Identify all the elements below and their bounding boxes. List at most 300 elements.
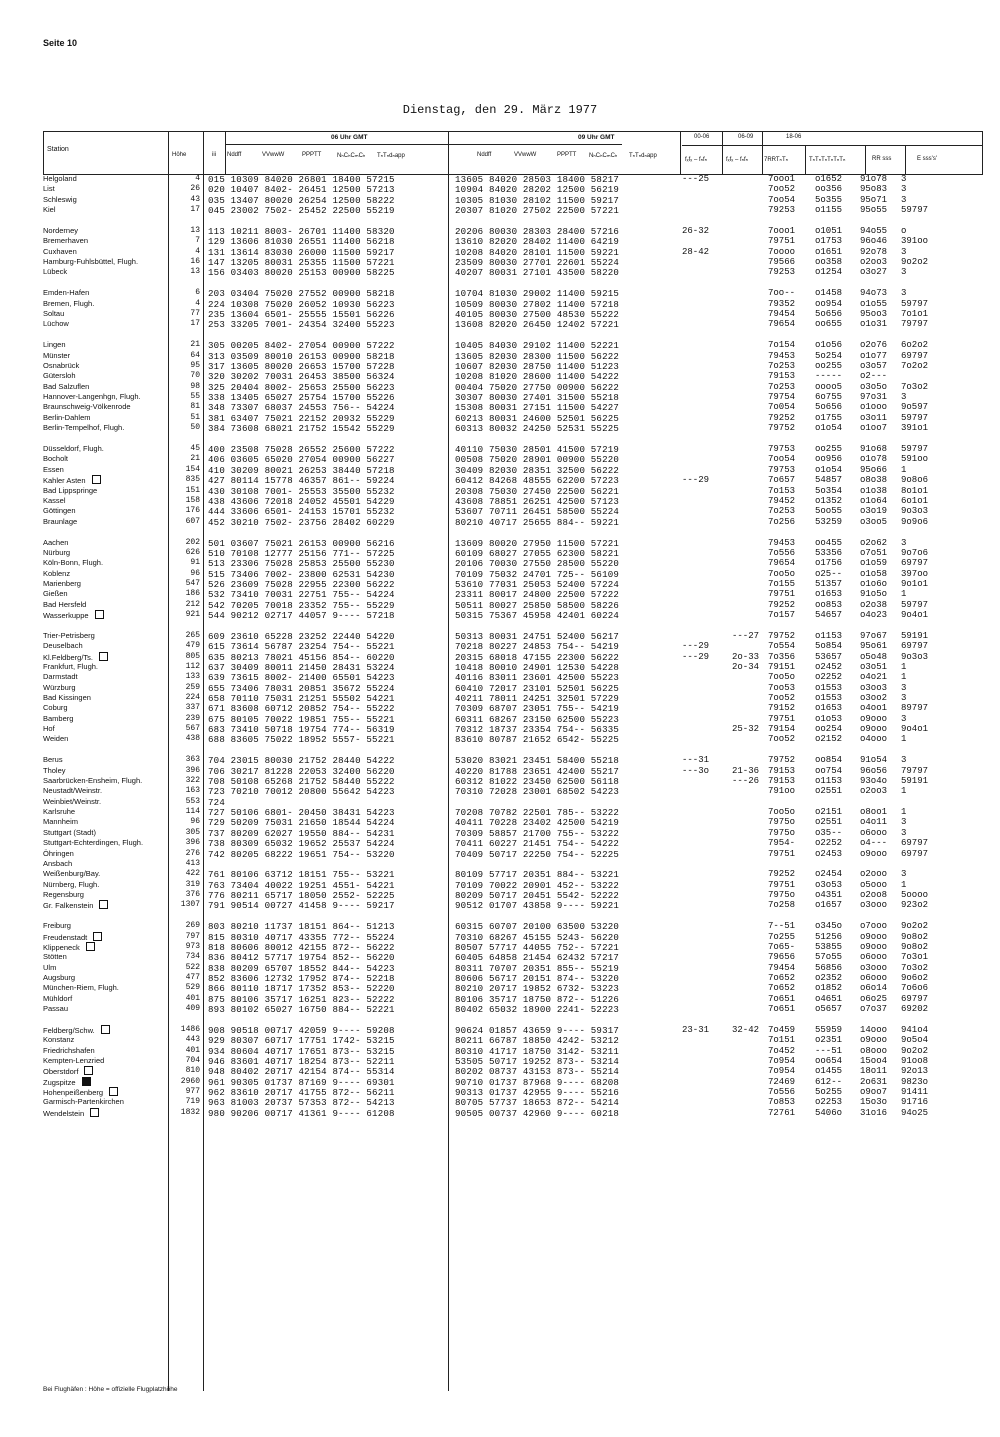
station-name: Bamberg — [43, 713, 74, 723]
col-divider-b — [762, 131, 763, 175]
obs-06-gmt: 803 80210 11737 18151 864-- 51213 — [208, 921, 395, 933]
station-name: Konstanz — [43, 1035, 75, 1045]
station-name: Köln-Bonn, Flugh. — [43, 558, 104, 568]
value-rr: 96o56 — [860, 765, 888, 776]
station-height: 77 — [190, 309, 200, 319]
obs-09-gmt: 90505 00737 42960 9---- 60218 — [455, 1107, 620, 1119]
value-18-06: 79753 — [768, 464, 796, 475]
station-name: Weißenburg/Bay. — [43, 869, 101, 879]
obs-06-gmt: 544 90212 02717 44057 9---- 57218 — [208, 609, 395, 621]
value-snow: 91411 — [901, 1087, 929, 1098]
value-temp-min: o1155 — [815, 205, 843, 216]
value-rr: o2o38 — [860, 599, 888, 610]
station-height: 21 — [190, 340, 200, 350]
station-name: Karlsruhe — [43, 807, 76, 817]
value-temp-min: 51357 — [815, 578, 843, 589]
obs-09-gmt: 20106 70030 27550 28500 55220 — [455, 558, 620, 570]
header-hoehe: Höhe — [172, 152, 187, 158]
value-snow: 3 — [901, 869, 907, 880]
obs-06-gmt: 948 80402 20717 42154 874-- 55314 — [208, 1066, 395, 1078]
value-snow: 69797 — [901, 993, 929, 1004]
station-height: 835 — [185, 475, 200, 485]
station-height: 973 — [185, 941, 200, 951]
obs-06-gmt: 510 70108 12777 25156 771-- 57225 — [208, 547, 395, 559]
value-18-06: 7o657 — [768, 475, 796, 486]
value-snow: 3 — [901, 288, 907, 299]
value-18-06: 7oo-- — [768, 288, 796, 299]
value-rr: o2oo3 — [860, 257, 888, 268]
value-temp-min: o1o54 — [815, 464, 843, 475]
col-divider-iii — [225, 131, 226, 175]
value-snow: 69797 — [901, 558, 929, 569]
station-height: 70 — [190, 371, 200, 381]
value-temp-min: oo455 — [815, 537, 843, 548]
value-snow: 69797 — [901, 838, 929, 849]
obs-09-gmt: 80402 65032 18900 2241- 52223 — [455, 1004, 620, 1015]
value-18-06: 7oooo — [768, 246, 796, 257]
station-name: Gießen — [43, 589, 68, 599]
obs-09-gmt: 10305 81030 28102 11500 59217 — [455, 194, 620, 206]
obs-09-gmt: 90624 01857 43659 9---- 59317 — [455, 1024, 620, 1036]
obs-06-gmt: 963 81003 20737 57353 872-- 54213 — [208, 1097, 395, 1109]
value-snow: 9o597 — [901, 402, 929, 413]
obs-06-gmt: 348 73307 68037 24553 756-- 54224 — [208, 402, 395, 414]
station-height: 43 — [190, 194, 200, 204]
value-snow: 3 — [901, 174, 907, 184]
value-18-06: 7o155 — [768, 578, 796, 589]
value-temp-min: o2551 — [815, 817, 843, 828]
station-name: Cuxhaven — [43, 246, 77, 256]
value-rr: 95o61 — [860, 641, 888, 652]
value-temp-min: o2454 — [815, 869, 843, 880]
station-height: 422 — [185, 869, 200, 879]
value-18-06: 79654 — [768, 319, 796, 330]
station-name: Gütersloh — [43, 371, 76, 381]
obs-09-gmt: 80202 08737 43153 873-- 55214 — [455, 1066, 620, 1078]
value-18-06: 7o154 — [768, 340, 796, 351]
value-snow: 3 — [901, 827, 907, 838]
value-18-06: 79454 — [768, 309, 796, 320]
value-00-06: ---29 — [682, 651, 710, 662]
station-height: 719 — [185, 1097, 200, 1107]
value-06-09: ---26 — [732, 776, 760, 787]
station-height: 810 — [185, 1066, 200, 1076]
obs-09-gmt: 23311 80017 24800 22500 57222 — [455, 589, 620, 601]
value-rr: o1o58 — [860, 568, 888, 579]
value-18-06: 7o255 — [768, 931, 796, 942]
obs-06-gmt: 866 80110 18717 17352 853-- 52220 — [208, 983, 395, 995]
obs-06-gmt: 683 73410 50718 19754 774-- 56319 — [208, 724, 395, 736]
obs-09-gmt: 50315 75367 45958 42401 60224 — [455, 609, 620, 621]
value-rr: o4--- — [860, 838, 888, 849]
open-square-icon — [99, 900, 108, 909]
station-name: Bad Kissingen — [43, 693, 91, 702]
value-18-06: 79751 — [768, 713, 796, 724]
header-sub-0609: fₓfₓ – fₙfₙ — [726, 157, 749, 163]
value-rr: o1o6o — [860, 578, 888, 589]
value-rr: o6o25 — [860, 993, 888, 1004]
station-name: Nürnberg, Flugh. — [43, 879, 100, 889]
obs-09-gmt: 40411 70228 23402 42500 54219 — [455, 817, 620, 829]
value-temp-min: oo853 — [815, 599, 843, 610]
obs-06-gmt: 147 13205 80031 25355 11500 57221 — [208, 257, 395, 269]
value-snow: 3 — [901, 537, 907, 548]
station-name: Trier-Petrisberg — [43, 630, 95, 640]
station-height: 626 — [185, 547, 200, 557]
value-18-06: 7oo5o — [768, 672, 796, 683]
header-sub-rr: RR sss — [872, 156, 892, 162]
station-height: 26 — [190, 184, 200, 194]
value-rr: 31o16 — [860, 1107, 888, 1118]
obs-09-gmt: 70309 58857 21700 755-- 53222 — [455, 827, 620, 839]
obs-09-gmt: 70312 18737 23354 754-- 56335 — [455, 724, 620, 736]
value-rr: o6o14 — [860, 983, 888, 994]
value-18-06: 7975o — [768, 827, 796, 838]
obs-06-gmt: 317 13605 80020 26653 15700 57228 — [208, 361, 395, 373]
obs-06-gmt: 313 03509 80010 26153 00900 58218 — [208, 350, 395, 362]
obs-06-gmt: 438 43606 72018 24052 45501 54229 — [208, 495, 395, 507]
header-09-col3: PPPTT — [557, 152, 577, 158]
obs-06-gmt: 501 03607 75021 26153 00900 56216 — [208, 537, 395, 549]
station-height: 50 — [190, 423, 200, 433]
station-height: 401 — [185, 993, 200, 1003]
obs-06-gmt: 934 80604 40717 17651 873-- 53215 — [208, 1045, 395, 1057]
value-18-06: 79352 — [768, 298, 796, 309]
value-18-06: 79153 — [768, 371, 796, 382]
value-snow: 591oo — [901, 454, 929, 465]
value-temp-min: o1o53 — [815, 713, 843, 724]
obs-09-gmt: 10405 84030 29102 11400 52221 — [455, 340, 620, 352]
value-18-06: 79751 — [768, 848, 796, 859]
station-height: 13 — [190, 267, 200, 277]
station-name: Freiburg — [43, 921, 71, 931]
station-height: 114 — [185, 807, 200, 817]
header-sub-e: E sss's' — [917, 156, 937, 162]
obs-06-gmt: 305 00205 8402- 27054 00900 57222 — [208, 340, 395, 352]
station-name: Münster — [43, 350, 71, 360]
station-name: Hof — [43, 724, 55, 734]
value-00-06: ---25 — [682, 174, 710, 184]
open-square-icon — [93, 932, 102, 941]
value-18-06: 7o253 — [768, 506, 796, 517]
value-18-06: 79252 — [768, 412, 796, 423]
value-snow: 91716 — [901, 1097, 929, 1108]
open-square-icon — [99, 652, 108, 661]
value-snow: 9o8o2 — [901, 931, 929, 942]
value-snow: 7o6o6 — [901, 983, 929, 994]
value-snow: 1 — [901, 672, 907, 683]
value-rr: o2o76 — [860, 340, 888, 351]
value-temp-min: 57o55 — [815, 952, 843, 963]
value-18-06: 7975o — [768, 889, 796, 900]
value-06-09: ---27 — [732, 630, 760, 641]
obs-06-gmt: 427 80114 15778 46357 861-- 59224 — [208, 475, 395, 487]
value-18-06: 7o651 — [768, 993, 796, 1004]
station-height: 396 — [185, 765, 200, 775]
station-height: 734 — [185, 952, 200, 962]
value-snow: o — [901, 226, 907, 236]
obs-09-gmt: 90512 01707 43858 9---- 59221 — [455, 900, 620, 912]
value-snow: 3 — [901, 184, 907, 195]
value-snow: 9o4o1 — [901, 609, 929, 620]
station-height: 17 — [190, 205, 200, 215]
header-sub-1806: 7RRTₙTₙ — [764, 157, 789, 163]
value-18-06: 7oo52 — [768, 734, 796, 745]
station-name: Düsseldorf, Flugh. — [43, 444, 104, 454]
obs-06-gmt: 156 03403 80020 25153 00900 58225 — [208, 267, 395, 279]
header-0006: 00-06 — [694, 134, 710, 140]
value-18-06: 79453 — [768, 537, 796, 548]
station-name: Hannover-Langenhgn, Flugh. — [43, 392, 141, 402]
obs-06-gmt: 706 30217 81228 22053 32400 56220 — [208, 765, 395, 777]
header-09-col4: NₕCₕCₘCₕ — [589, 153, 618, 159]
obs-06-gmt: 893 80102 65027 16750 884-- 52221 — [208, 1004, 395, 1015]
station-height: 91 — [190, 558, 200, 568]
station-name: Hamburg-Fuhlsbüttel, Flugh. — [43, 257, 139, 267]
value-rr: o4ooo — [860, 734, 888, 745]
station-name: Gr. Falkenstein — [43, 900, 208, 910]
station-height: 401 — [185, 1045, 200, 1055]
value-temp-min: o1051 — [815, 226, 843, 236]
value-snow: 1 — [901, 464, 907, 475]
value-rr: o3o51 — [860, 661, 888, 672]
obs-06-gmt: 615 73614 56787 23254 754-- 55221 — [208, 641, 395, 653]
filled-square-icon — [82, 1077, 91, 1086]
open-square-icon — [86, 942, 95, 951]
station-name: Hohenpeißenberg — [43, 1087, 208, 1097]
obs-09-gmt: 80705 57737 18653 872-- 54214 — [455, 1097, 620, 1109]
value-rr: 93o4o — [860, 776, 888, 787]
station-name: Soltau — [43, 309, 65, 319]
value-rr: 95o55 — [860, 205, 888, 216]
value-rr: 15oo4 — [860, 1056, 888, 1066]
value-rr: o6ooo — [860, 952, 888, 963]
col-divider-c — [805, 145, 806, 175]
obs-06-gmt: 129 13606 81030 26551 11400 56218 — [208, 236, 395, 248]
station-name: Passau — [43, 1004, 69, 1013]
obs-09-gmt: 00404 75020 27750 00900 56222 — [455, 381, 620, 393]
obs-09-gmt: 10418 80010 24901 12530 54228 — [455, 661, 620, 673]
station-height: 477 — [185, 972, 200, 982]
value-temp-min: 5o656 — [815, 309, 843, 320]
value-temp-min: 5o254 — [815, 350, 843, 361]
station-height: 4 — [195, 174, 200, 183]
obs-06-gmt: 980 90206 00717 41361 9---- 61208 — [208, 1107, 395, 1119]
value-rr: o3o57 — [860, 361, 888, 372]
station-height: 1832 — [180, 1107, 200, 1117]
value-06-09: 2o-33 — [732, 651, 760, 662]
value-snow: 91oo8 — [901, 1056, 929, 1066]
obs-06-gmt: 325 20404 8002- 25653 25500 56223 — [208, 381, 395, 393]
station-height: 704 — [185, 1056, 200, 1065]
header-06-col4: NₕCₕCₘCₕ — [337, 153, 366, 159]
obs-06-gmt: 637 30409 80011 21450 28431 53224 — [208, 661, 395, 673]
value-rr: o1o55 — [860, 298, 888, 309]
value-snow: 391o1 — [901, 423, 929, 434]
obs-09-gmt: 80109 57717 20351 884-- 53221 — [455, 869, 620, 881]
value-snow: 59797 — [901, 205, 929, 216]
value-temp-min: o2152 — [815, 734, 843, 745]
value-snow: 3 — [901, 682, 907, 693]
station-name: Nürburg — [43, 547, 71, 557]
obs-09-gmt: 53505 50717 19252 873-- 53214 — [455, 1056, 620, 1067]
station-height: 202 — [185, 537, 200, 547]
obs-09-gmt: 80210 20717 19852 6732- 53223 — [455, 983, 620, 995]
value-temp-min: 53259 — [815, 516, 843, 527]
value-18-06: 7oo5o — [768, 568, 796, 579]
header-06-col2: VVwwW — [262, 152, 285, 158]
value-18-06: 7oo54 — [768, 194, 796, 205]
station-height: 112 — [185, 661, 200, 671]
value-18-06: 7o853 — [768, 1097, 796, 1108]
value-00-06: 23-31 — [682, 1024, 710, 1035]
station-name: Bad Salzuflen — [43, 381, 90, 391]
value-rr: 95o71 — [860, 194, 888, 205]
station-height: 269 — [185, 921, 200, 931]
obs-09-gmt: 70218 80227 24853 754-- 54219 — [455, 641, 620, 653]
obs-06-gmt: 688 83605 75022 18952 5557- 55221 — [208, 734, 395, 746]
value-snow: 9o1o1 — [901, 578, 929, 589]
obs-06-gmt: 020 10407 8402- 26451 12500 57213 — [208, 184, 395, 196]
value-temp-min: oo854 — [815, 755, 843, 766]
value-rr: 95oo3 — [860, 309, 888, 320]
station-height: 186 — [185, 589, 200, 599]
obs-06-gmt: 708 50108 65268 21752 58440 55222 — [208, 776, 395, 788]
value-snow: 1 — [901, 807, 907, 818]
value-rr: o6ooo — [860, 827, 888, 838]
value-temp-min: 53356 — [815, 547, 843, 558]
value-snow: 92o13 — [901, 1066, 929, 1077]
value-temp-min: 5o255 — [815, 1087, 843, 1098]
value-18-06: 7o153 — [768, 485, 796, 496]
header-iii: iii — [212, 152, 216, 158]
value-18-06: 7o452 — [768, 1045, 796, 1056]
value-rr: o3oo5 — [860, 516, 888, 527]
obs-09-gmt: 23509 80030 27701 22601 55224 — [455, 257, 620, 269]
value-snow: 7o2o2 — [901, 361, 929, 372]
value-temp-min: o2151 — [815, 807, 843, 818]
station-height: 479 — [185, 641, 200, 651]
station-height: 13 — [190, 226, 200, 235]
open-square-icon — [109, 1087, 118, 1096]
obs-06-gmt: 513 23306 75028 25853 25500 55230 — [208, 558, 395, 570]
obs-06-gmt: 961 90305 01737 87169 9---- 69301 — [208, 1076, 395, 1088]
obs-06-gmt: 724 — [208, 796, 225, 808]
header-group-06: 06 Uhr GMT — [331, 134, 368, 141]
station-name: Mühldorf — [43, 993, 73, 1003]
value-temp-min: 54657 — [815, 609, 843, 620]
value-temp-min: o1455 — [815, 1066, 843, 1077]
station-height: 376 — [185, 889, 200, 899]
value-rr: o8o38 — [860, 475, 888, 486]
value-temp-min: o5657 — [815, 1004, 843, 1014]
value-rr: 18o11 — [860, 1066, 888, 1077]
value-temp-min: 612-- — [815, 1076, 843, 1087]
obs-09-gmt: 13605 82030 28300 11500 56222 — [455, 350, 620, 362]
station-height: 96 — [190, 568, 200, 578]
value-temp-min: o1653 — [815, 703, 843, 714]
obs-09-gmt: 10704 81030 29002 11400 59215 — [455, 288, 620, 300]
value-temp-min: o1755 — [815, 412, 843, 423]
station-height: 396 — [185, 838, 200, 848]
obs-09-gmt: 70310 72028 23001 68502 54223 — [455, 786, 620, 798]
value-18-06: 7954- — [768, 838, 796, 849]
value-rr: 95o83 — [860, 184, 888, 195]
station-name: Augsburg — [43, 972, 76, 982]
open-square-icon — [101, 1025, 110, 1034]
value-snow: 9o3o3 — [901, 506, 929, 517]
obs-09-gmt: 70309 68707 23051 755-- 54219 — [455, 703, 620, 715]
obs-09-gmt: 60410 72017 23101 52501 56225 — [455, 682, 620, 694]
station-height: 16 — [190, 257, 200, 267]
value-temp-min: o2351 — [815, 1035, 843, 1046]
value-18-06: 79752 — [768, 755, 796, 766]
obs-09-gmt: 13608 82020 26450 12402 57221 — [455, 319, 620, 331]
value-18-06: 79152 — [768, 703, 796, 714]
value-rr: 91o68 — [860, 444, 888, 455]
value-temp-min: o1553 — [815, 693, 843, 703]
value-rr: 91o5o — [860, 589, 888, 600]
header-station: Station — [47, 146, 69, 153]
obs-09-gmt: 10509 80030 27802 11400 57218 — [455, 298, 620, 310]
station-height: 224 — [185, 693, 200, 702]
obs-06-gmt: 430 30108 7001- 25553 35500 55232 — [208, 485, 395, 497]
value-temp-min: o1657 — [815, 900, 843, 911]
value-rr: o1o38 — [860, 485, 888, 496]
obs-09-gmt: 20206 80030 28303 28400 57216 — [455, 226, 620, 237]
obs-06-gmt: 400 23508 75028 26552 25600 57222 — [208, 444, 395, 456]
station-name: Öhringen — [43, 848, 74, 858]
value-snow: 7o3o2 — [901, 962, 929, 973]
value-temp-min: o25-- — [815, 568, 843, 579]
obs-09-gmt: 10607 82030 28750 11400 51223 — [455, 361, 620, 373]
value-06-09: 32-42 — [732, 1024, 760, 1035]
value-rr: o3oo2 — [860, 693, 888, 703]
value-rr: o4o23 — [860, 609, 888, 620]
value-snow: 9o4o1 — [901, 724, 929, 735]
value-rr: o9oo7 — [860, 1087, 888, 1098]
obs-09-gmt: 90313 01737 42955 9---- 55216 — [455, 1087, 620, 1099]
obs-06-gmt: 406 03605 65020 27054 00900 56227 — [208, 454, 395, 466]
obs-09-gmt: 40207 80031 27101 43500 58220 — [455, 267, 620, 279]
obs-06-gmt: 639 73615 8002- 21400 65501 54223 — [208, 672, 395, 684]
value-rr: o1oo7 — [860, 423, 888, 434]
station-name: München-Riem, Flugh. — [43, 983, 119, 993]
value-temp-min: o1652 — [815, 174, 843, 184]
station-height: 522 — [185, 962, 200, 972]
value-snow: 1 — [901, 589, 907, 600]
value-snow: 9o6o2 — [901, 972, 929, 983]
value-18-06: 7o459 — [768, 1024, 796, 1035]
station-height: 276 — [185, 848, 200, 858]
obs-09-gmt: 80507 57717 44055 752-- 57221 — [455, 941, 620, 953]
header-06-col5: TₙTₙdₙapp — [377, 153, 405, 159]
station-height: 98 — [190, 381, 200, 391]
station-height: 443 — [185, 1035, 200, 1045]
value-18-06: 79153 — [768, 765, 796, 776]
station-name: Lüchow — [43, 319, 69, 329]
value-snow: 59191 — [901, 776, 929, 787]
obs-06-gmt: 929 80307 60717 17751 1742- 53215 — [208, 1035, 395, 1047]
station-height: 158 — [185, 495, 200, 505]
value-temp-min: oo654 — [815, 1056, 843, 1066]
value-rr: 91o54 — [860, 755, 888, 766]
value-rr: o9ooo — [860, 724, 888, 735]
station-height: 409 — [185, 1004, 200, 1013]
value-18-06: 7o253 — [768, 381, 796, 392]
value-snow: 9o3o3 — [901, 651, 929, 662]
header-06-col1: Nddff — [227, 152, 242, 158]
